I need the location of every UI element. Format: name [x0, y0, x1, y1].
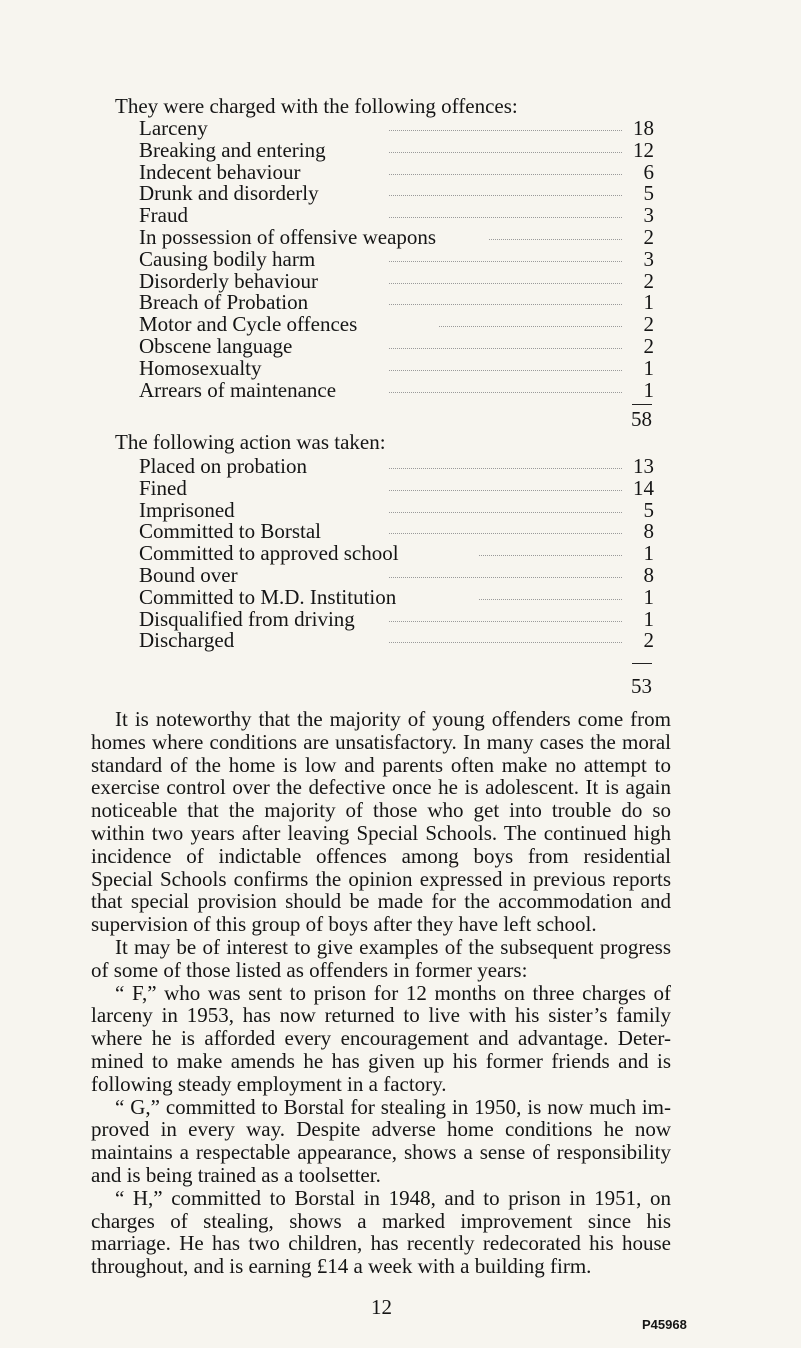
actions-total: 53 — [631, 674, 652, 698]
offence-count: 3 — [643, 203, 654, 228]
list-item — [139, 542, 654, 564]
offence-label: Arrears of maintenance — [139, 377, 337, 402]
offence-label: Breaking and entering — [139, 137, 326, 162]
action-label: Bound over — [139, 562, 238, 587]
paragraph: “ G,” committed to Borstal for stealing in 1950, is now much im- proved in every way. Despite adverse home conditions he now maintains a respectable appearance, shows a sense of responsibility and is being trained as a toolsetter. — [91, 1094, 671, 1187]
list-item — [139, 477, 654, 499]
offence-count: 3 — [643, 246, 654, 271]
offence-count: 2 — [643, 268, 654, 293]
dot-leader — [389, 468, 622, 469]
offence-count: 12 — [633, 137, 654, 162]
offence-label: Indecent behaviour — [139, 159, 301, 184]
dot-leader — [439, 326, 622, 327]
dot-leader — [389, 261, 622, 262]
action-count: 13 — [633, 454, 654, 478]
dot-leader — [389, 392, 622, 393]
dot-leader — [489, 239, 622, 240]
offences-heading: They were charged with the following offences: — [115, 94, 518, 118]
list-item — [139, 499, 654, 521]
offence-count: 6 — [643, 159, 654, 184]
paragraph: It is noteworthy that the majority of young offenders come from homes where conditions are unsatisfactory. In many cases the moral standard of the home is low and parents often make no attempt to exercise control over the defective once he is adolescent. It is again noticeable that the majority of those who get into trouble do so within two years after leaving Special Schools. The continued high incidence of indictable offences among boys from residential Special Schools confirms the opinion expressed in previous reports that special provision should be made for the accommodation and supervision of this group of boys after they have left school. — [91, 707, 671, 937]
action-label: Committed to M.D. Institution — [139, 584, 397, 609]
action-label: Disqualified from driving — [139, 606, 355, 631]
actions-list — [139, 455, 654, 651]
dot-leader — [389, 152, 622, 153]
list-item — [139, 586, 654, 608]
list-item — [139, 248, 654, 270]
action-count: 1 — [643, 541, 654, 566]
action-label: Committed to Borstal — [139, 519, 321, 544]
offence-label: Causing bodily harm — [139, 246, 316, 271]
dot-leader — [389, 304, 622, 305]
action-count: 14 — [633, 475, 654, 500]
dot-leader — [389, 174, 622, 175]
offence-label: Disorderly behaviour — [139, 268, 319, 293]
offence-label: Breach of Probation — [139, 290, 309, 315]
page-number: 12 — [371, 1295, 392, 1319]
list-item — [139, 291, 654, 313]
list-item — [139, 270, 654, 292]
actions-heading: The following action was taken: — [115, 430, 386, 454]
dot-leader — [389, 283, 622, 284]
action-label: Imprisoned — [139, 497, 235, 522]
list-item — [139, 161, 654, 183]
dot-leader — [389, 195, 622, 196]
offence-label: Larceny — [139, 116, 208, 140]
dot-leader — [479, 599, 622, 600]
offence-label: Motor and Cycle offences — [139, 312, 358, 337]
dot-leader — [389, 490, 622, 491]
dot-leader — [389, 130, 622, 131]
dot-leader — [389, 533, 622, 534]
dot-leader — [389, 217, 622, 218]
action-count: 8 — [643, 519, 654, 544]
paragraph: It may be of interest to give examples of the subsequent progress of some of those listed as offenders in former years: — [91, 934, 671, 982]
dot-leader — [389, 642, 622, 643]
list-item — [139, 520, 654, 542]
dot-leader — [479, 555, 622, 556]
paragraph: “ H,” committed to Borstal in 1948, and to prison in 1951, on charges of stealing, shows a marked improvement since his marriage. He has two children, has recently redecorated his house throughout, and is earning £14 a week with a building firm. — [91, 1185, 671, 1279]
dot-leader — [389, 348, 622, 349]
list-item — [139, 226, 654, 248]
list-item — [139, 564, 654, 586]
offence-count: 1 — [643, 290, 654, 315]
dot-leader — [389, 621, 622, 622]
offence-count: 2 — [643, 333, 654, 358]
action-count: 1 — [643, 606, 654, 631]
action-label: Committed to approved school — [139, 541, 399, 566]
action-label: Placed on probation — [139, 454, 307, 478]
offence-count: 2 — [643, 224, 654, 249]
action-count: 5 — [643, 497, 654, 522]
offence-count: 1 — [643, 355, 654, 380]
offence-count: 5 — [643, 181, 654, 206]
list-item — [139, 182, 654, 204]
total-rule — [632, 663, 652, 664]
printer-code: P45968 — [642, 1317, 687, 1332]
list-item — [139, 335, 654, 357]
offence-count: 2 — [643, 312, 654, 337]
list-item — [139, 357, 654, 379]
list-item — [139, 313, 654, 335]
list-item — [139, 379, 654, 401]
offence-count: 18 — [633, 116, 654, 140]
action-label: Fined — [139, 475, 187, 500]
body-text — [91, 708, 671, 1278]
list-item — [139, 629, 654, 651]
action-count: 1 — [643, 584, 654, 609]
total-rule — [632, 404, 652, 405]
offence-count: 1 — [643, 377, 654, 402]
list-item — [139, 608, 654, 630]
offences-total: 58 — [631, 407, 652, 431]
offence-label: Homosexualty — [139, 355, 262, 380]
paragraph: “ F,” who was sent to prison for 12 months on three charges of larceny in 1953, has now returned to live with his sister’s family where he is afforded every encouragement and advantage. Deter- mined to make amends he has given up his former friends and is following steady employment in a factory. — [91, 980, 671, 1096]
offence-label: Drunk and disorderly — [139, 181, 319, 206]
list-item — [139, 455, 654, 477]
dot-leader — [389, 577, 622, 578]
dot-leader — [389, 512, 622, 513]
list-item — [139, 204, 654, 226]
offences-list — [139, 117, 654, 400]
list-item — [139, 117, 654, 139]
list-item — [139, 139, 654, 161]
action-count: 2 — [643, 628, 654, 653]
offence-label: Fraud — [139, 203, 188, 228]
offence-label: Obscene language — [139, 333, 293, 358]
offence-label: In possession of offensive weapons — [139, 224, 437, 249]
action-label: Discharged — [139, 628, 235, 653]
dot-leader — [389, 370, 622, 371]
action-count: 8 — [643, 562, 654, 587]
